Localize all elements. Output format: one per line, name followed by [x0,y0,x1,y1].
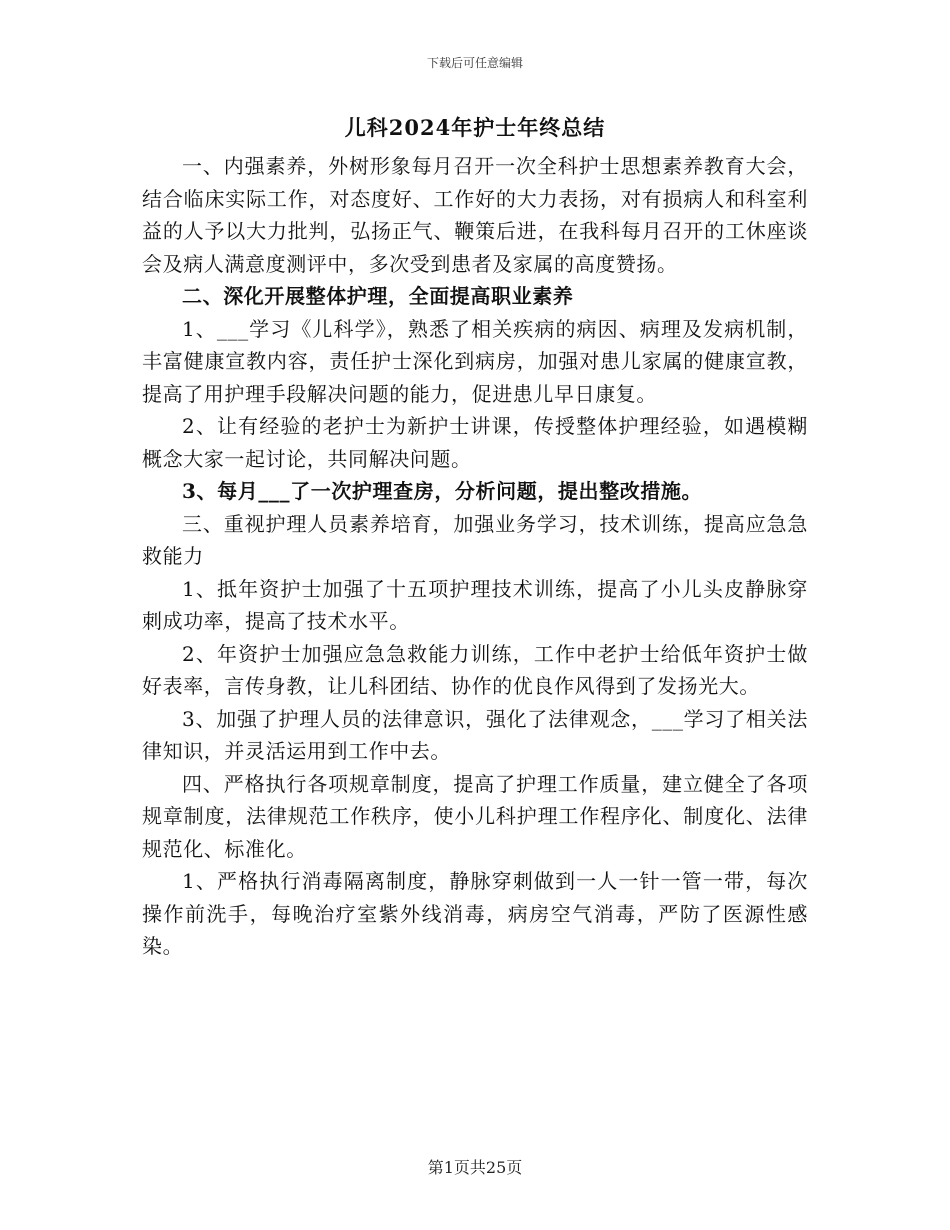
paragraph-9: 3、加强了护理人员的法律意识，强化了法律观念，___学习了相关法律知识，并灵活运用到工作中去。 [142,706,808,763]
paragraph-10: 四、严格执行各项规章制度，提高了护理工作质量，建立健全了各项规章制度，法律规范工作秩序，使小儿科护理工作程序化、制度化、法律规范化、标准化。 [142,771,808,861]
paragraph-4: 2、让有经验的老护士为新护士讲课，传授整体护理经验，如遇模糊概念大家一起讨论，共同解决问题。 [142,414,808,471]
document-title: 儿科2024年护士年终总结 [344,115,606,140]
paragraph-5: 3、每月___了一次护理查房，分析问题，提出整改措施。 [182,479,703,503]
document-body [142,150,808,963]
paragraph-2: 二、深化开展整体护理，全面提高职业素养 [182,284,574,308]
paragraph-11: 1、严格执行消毒隔离制度，静脉穿刺做到一人一针一管一带，每次操作前洗手，每晚治疗室紫外线消毒，病房空气消毒，严防了医源性感染。 [142,869,808,958]
paragraph-8: 2、年资护士加强应急急救能力训练，工作中老护士给低年资护士做好表率，言传身教，让儿科团结、协作的优良作风得到了发扬光大。 [142,641,808,698]
header-note: 下载后可任意编辑 [426,56,523,70]
paragraph-6: 三、重视护理人员素养培育，加强业务学习，技术训练，提高应急急救能力 [142,511,808,568]
paragraph-1: 一、内强素养，外树形象每月召开一次全科护士思想素养教育大会，结合临床实际工作，对态度好、工作好的大力表扬，对有损病人和科室利益的人予以大力批判，弘扬正气、鞭策后进，在我科每月召开的工休座谈会及病人满意度测评中，多次受到患者及家属的高度赞扬。 [142,154,808,276]
paragraph-3: 1、___学习《儿科学》，熟悉了相关疾病的病因、病理及发病机制，丰富健康宣教内容，责任护士深化到病房，加强对患儿家属的健康宣教，提高了用护理手段解决问题的能力，促进患儿早日康复。 [142,316,808,406]
page-footer: 第1页共25页 [427,1158,523,1177]
paragraph-7: 1、抵年资护士加强了十五项护理技术训练，提高了小儿头皮静脉穿刺成功率，提高了技术水平。 [142,576,808,633]
